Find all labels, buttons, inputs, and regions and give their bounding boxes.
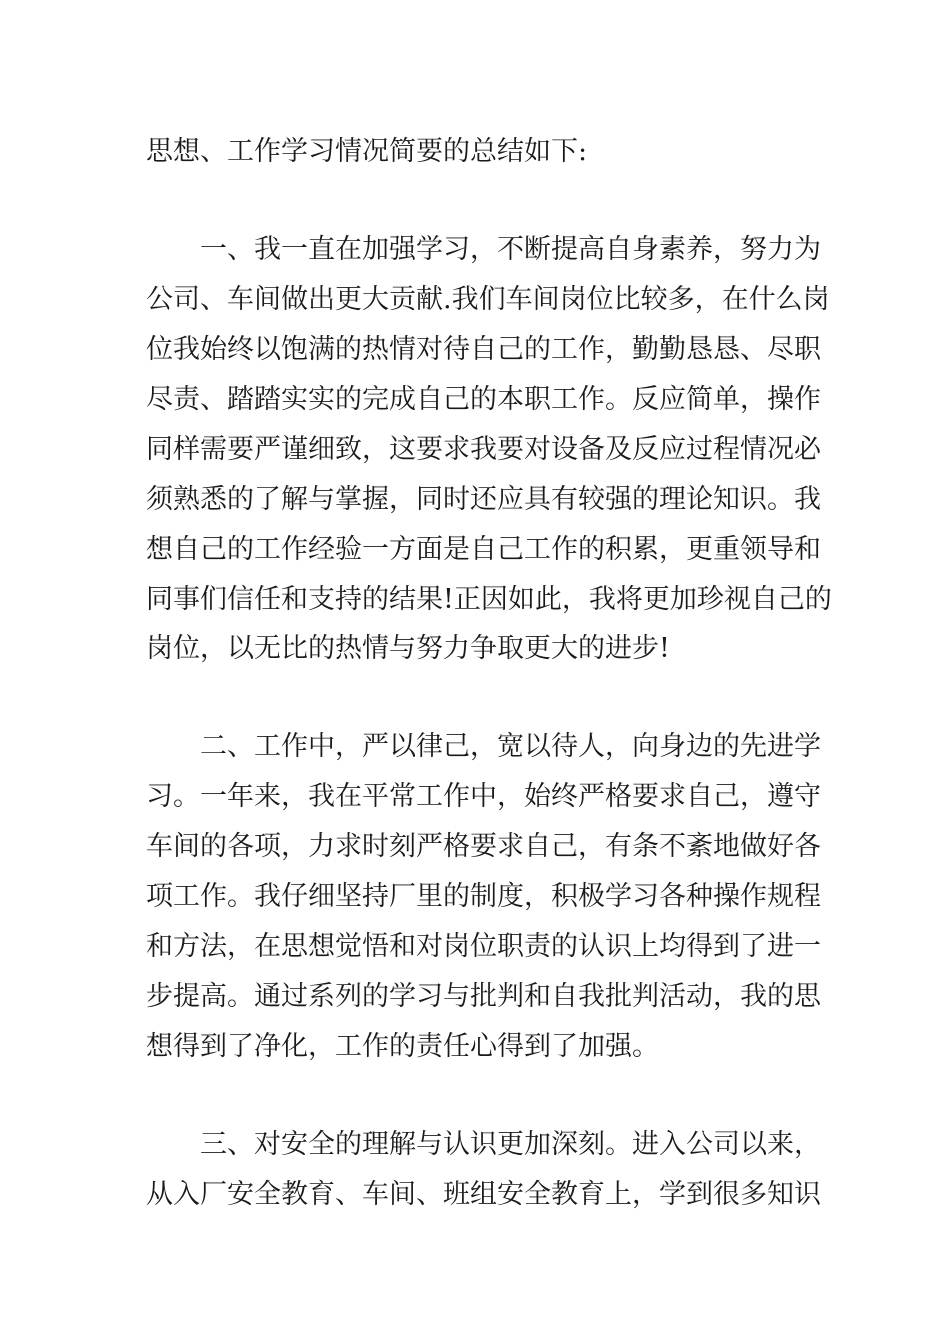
text-line: 习。一年来，我在平常工作中，始终严格要求自己，遵守	[146, 781, 821, 812]
text-line: 尽责、踏踏实实的完成自己的本职工作。反应简单，操作	[146, 384, 821, 415]
text-line: 二、工作中，严以律己，宽以待人，向身边的先进学	[200, 731, 821, 762]
text-line: 想得到了净化，工作的责任心得到了加强。	[146, 1031, 659, 1062]
text-line: 项工作。我仔细坚持厂里的制度，积极学习各种操作规程	[146, 881, 821, 912]
text-line: 步提高。通过系列的学习与批判和自我批判活动，我的思	[146, 981, 821, 1012]
text-line: 同事们信任和支持的结果!正因如此，我将更加珍视自己的	[146, 584, 832, 615]
text-line: 公司、车间做出更大贡献.我们车间岗位比较多，在什么岗	[146, 284, 830, 315]
text-line: 车间的各项，力求时刻严格要求自己，有条不紊地做好各	[146, 831, 821, 862]
text-line: 位我始终以饱满的热情对待自己的工作，勤勤恳恳、尽职	[146, 334, 821, 365]
text-line: 思想、工作学习情况简要的总结如下:	[146, 136, 588, 167]
text-line: 一、我一直在加强学习，不断提高自身素养，努力为	[200, 234, 821, 265]
text-line: 岗位，以无比的热情与努力争取更大的进步!	[146, 633, 670, 664]
text-line: 须熟悉的了解与掌握，同时还应具有较强的理论知识。我	[146, 484, 821, 515]
text-line: 同样需要严谨细致，这要求我要对设备及反应过程情况必	[146, 434, 821, 465]
text-line: 三、对安全的理解与认识更加深刻。进入公司以来，	[200, 1129, 821, 1160]
text-line: 从入厂安全教育、车间、班组安全教育上，学到很多知识	[146, 1179, 821, 1210]
text-line: 想自己的工作经验一方面是自己工作的积累，更重领导和	[146, 534, 821, 565]
text-line: 和方法，在思想觉悟和对岗位职责的认识上均得到了进一	[146, 931, 821, 962]
